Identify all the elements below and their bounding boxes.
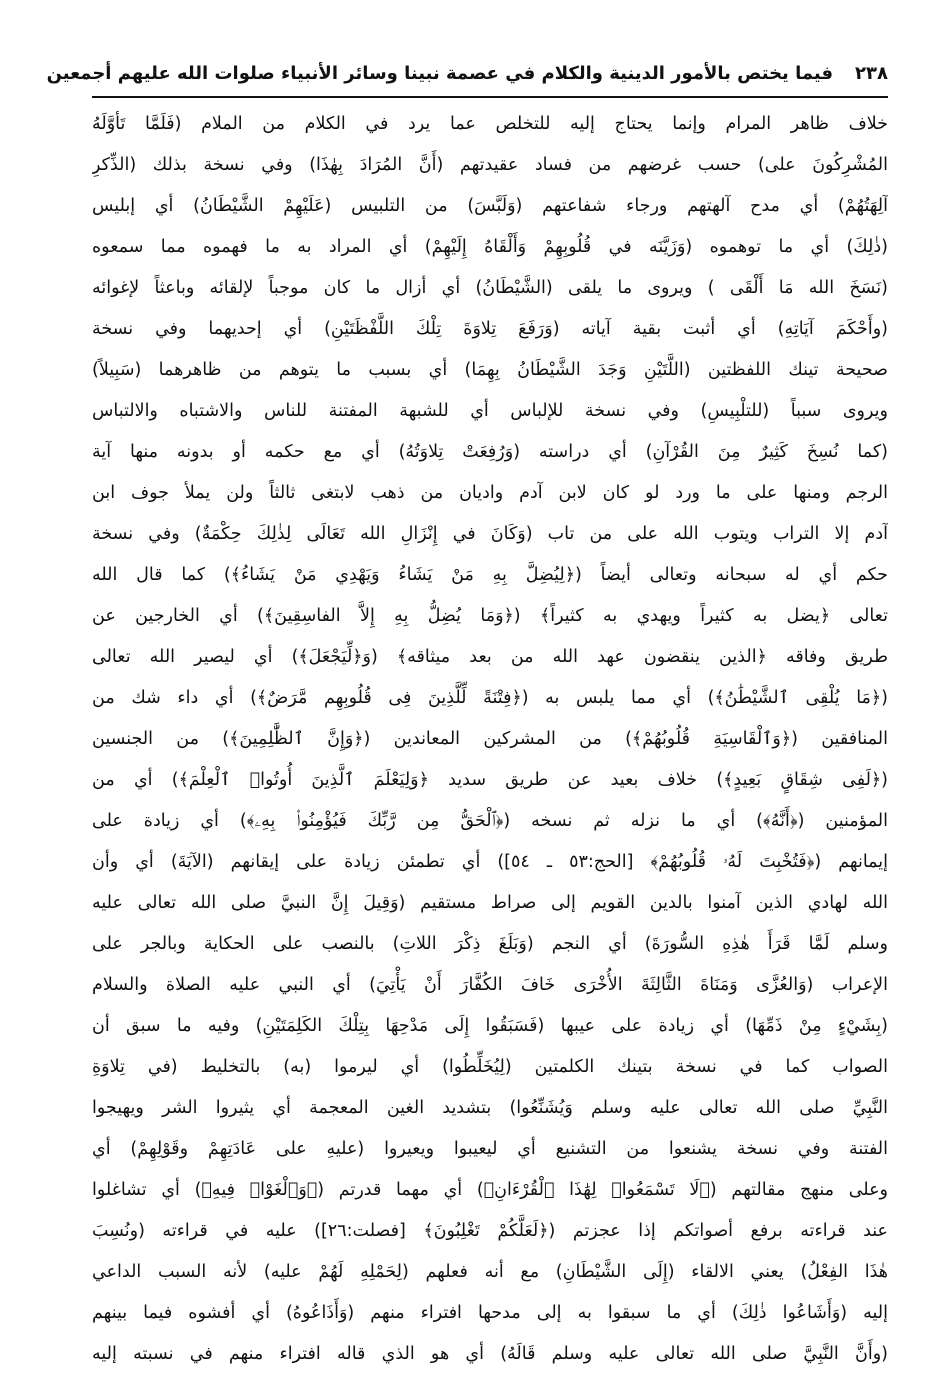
text-line: طريق وفاقه ﴿الذين ينقضون عهد الله من بعد ميثاقه﴾ (وَ﴿لِّيَجْعَلَ﴾) أي ليصير الله تعالى	[92, 647, 888, 667]
text-line: الصواب كما في نسخة بتينك الكلمتين (لِيُخَلِّطُوا) أي ليرموا (به) بالتخليط (في تِلاوَةِ	[92, 1057, 888, 1077]
text-line: ويروى سبباً (للتلْبِيسِ) وفي نسخة للإلباس أي للشبهة المفتنة للناس والاشتباه والالتباس	[92, 401, 888, 421]
text-line: وعلى منهج مقالتهم (﴿لَا تَسْمَعُوا۟ لِهَٰذَا ٱلْقُرْءَانِ﴾) أي مهما قدرتم (﴿وَٱلْغَوْا۟ فِيهِ﴾) أي تشاغلوا	[92, 1180, 888, 1200]
header-rule	[92, 96, 888, 98]
text-line: إليه (وَأَشَاعُوا ذٰلِكَ) أي ما سبقوا به إلى مدحها افتراء منهم (وَأَذَاعُوهُ) أي أفشوه فيما بينهم	[92, 1303, 888, 1323]
text-line: آدم إلا التراب ويتوب الله على من تاب (وَكَانَ في إِنْزَالِ الله تَعَالَى لِذٰلِكَ حِكْمَةٌ) وفي نسخة	[92, 524, 888, 544]
text-line: النَّبِيِّ صلى الله تعالى عليه وسلم وَيُشَنِّعُوا) بتشديد الغين المعجمة أي يثيروا الشر ويهيجوا	[92, 1098, 888, 1118]
text-line: الرجم ومنها على ما ورد لو كان لابن آدم واديان من ذهب لابتغى ثالثاً ولن يملأ جوف ابن	[92, 483, 888, 503]
text-line: عند قراءته برفع أصواتكم إذا عجزتم (﴿لَعَلَّكُمْ تَغْلِبُونَ﴾ [فصلت:٢٦]) عليه في قراءته (ونُسِبَ	[92, 1221, 888, 1241]
text-line: الفتنة وفي نسخة يشنعوا من التشنيع أي ليعيبوا ويعيروا (عليهِ على عَادَتِهِمْ وقَوْلِهِمْ) أي	[92, 1139, 888, 1159]
text-line: خلاف ظاهر المرام وإنما يحتاج إليه للتخلص عما يرد في الكلام من الملام (فَلَمَّا تَأوَّلَهُ	[92, 114, 888, 134]
text-line: المنافقين (﴿وَٱلْقَاسِيَةِ قُلُوبُهُمْ﴾) من المشركين المعاندين (﴿وَإِنَّ ٱلظَّٰلِمِينَ﴾) من الجنسين	[92, 729, 888, 749]
text-line: (كما نُسِخَ كَثِيرٌ مِنَ القُرْآنِ) أي دراسته (وَرُفِعَتْ تِلاوَتُهُ) أي مع حكمه أو بدونه منها آية	[92, 442, 888, 462]
page-number: ٢٣٨	[855, 62, 888, 84]
text-line: (﴿لَفِى شِقَاقٍ بَعِيدٍ﴾) خلاف بعيد عن طريق سديد ﴿وَلِيَعْلَمَ ٱلَّذِينَ أُوتُوا۟ ٱلْعِلْمَ﴾) أي من	[92, 770, 888, 790]
text-line: تعالى ﴿يضل به كثيراً ويهدي به كثيراً﴾ (﴿وَمَا يُضِلُّ بِهِ إِلاَّ الفاسِقِينَ﴾) أي الخارجين عن	[92, 606, 888, 626]
text-line: (وأَحْكَمَ آيَاتِهِ) أي أثبت بقية آياته (وَرَفَعَ تِلاوَةَ تِلْكَ اللَّفْظَتَيْنِ) أي إحديهما وفي نسخة	[92, 319, 888, 339]
text-line: (﴿مَا يُلْقِى ٱلشَّيْطَٰنُ﴾) أي مما يلبس به (﴿فِتْنَةً لِّلَّذِينَ فِى قُلُوبِهِم مَّرَضٌ﴾) أي داء شك من	[92, 688, 888, 708]
text-line: وسلم لَمَّا قَرَأَ هٰذِهِ السُّورَةَ) أي النجم (وَبَلَغَ ذِكْرَ اللاتِ) بالنصب على الحكاية وبالجر على	[92, 934, 888, 954]
text-line: الإعراب (وَالعُزَّى وَمَنَاةَ الثَّالِثَةَ الأُخْرَى خَافَ الكُفَّارَ أَنْ يَأْتِيَ) أي النبي عليه الصلاة والسلام	[92, 975, 888, 995]
running-title: فيما يختص بالأمور الدينية والكلام في عصمة نبينا وسائر الأنبياء صلوات الله عليهم أجمعين	[46, 62, 834, 84]
text-line: إيمانهم (﴿فَتُخْبِتَ لَهُۥ قُلُوبُهُمْ﴾ [الحج:٥٣ ـ ٥٤]) أي تطمئن زيادة على إيقانهم (الآيَةَ) أي وأن	[92, 852, 888, 872]
text-line: المؤمنين (﴿أَنَّهُ﴾) أي ما نزله ثم نسخه (﴿ٱلْحَقُّ مِن رَّبِّكَ فَيُؤْمِنُوا۟ بِهِۦ﴾) أي زيادة على	[92, 811, 888, 831]
text-line: آلِهَتُهُمْ) أي مدح آلهتهم ورجاء شفاعتهم (وَلَبَّسَ) من التلبيس (عَلَيْهِمْ الشَّيْطَانُ) أي إبليس	[92, 196, 888, 216]
text-line: المُشْرِكُونَ على) حسب غرضهم من فساد عقيدتهم (أَنَّ المُرَادَ بِهٰذَا) وفي نسخة بذلك (الذِّكرِ	[92, 155, 888, 175]
text-line: (ذٰلِكَ) أي ما توهموه (وَزَيَّنَه في قُلُوبِهِمْ وَأَلْقَاهُ إِلَيْهِمْ) أي المراد به ما فهموه مما سمعوه	[92, 237, 888, 257]
page-body	[92, 104, 888, 1375]
text-line: هٰذَا الفِعْلُ) يعني الالقاء (إِلَى الشَّيْطَانِ) مع أنه فعلهم (لِحَمْلِهِ لَهُمْ عليه) لأنه السبب الداعي	[92, 1262, 888, 1282]
text-line: حكم أي له سبحانه وتعالى أيضاً (﴿لِيُضِلَّ بِهِ مَنْ يَشَاءُ وَيَهْدِي مَنْ يَشَاءُ﴾) كما قال الله	[92, 565, 888, 585]
text-line: الله لهادي الذين آمنوا بالدين القويم إلى صراط مستقيم (وَقِيلَ إِنَّ النبيَّ صلى الله تعالى عليه	[92, 893, 888, 913]
text-line: (نَسَخَ الله مَا أَلْقَى ) ويروى ما يلقى (الشَّيْطَانُ) أي أزال ما كان موجباً لإلقائه وباعثاً لإغوائه	[92, 278, 888, 298]
text-line: (بِشَيْءٍ مِنْ ذَمِّهَا) أي زيادة على عيبها (فَسَبَقُوا إِلَى مَدْحِهَا بِتِلْكَ الكَلِمَتَيْنِ) وفيه ما سبق أن	[92, 1016, 888, 1036]
text-line: (وأَنَّ النَّبِيَّ صلى الله تعالى عليه وسلم قَالَهُ) أي هو الذي قاله افتراء منهم في نسبته إليه	[92, 1344, 888, 1364]
running-header	[46, 56, 888, 90]
text-line: صحيحة تينك اللفظتين (اللَّتَيْنِ وَجَدَ الشَّيْطَانُ بِهِمَا) أي بسبب ما يتوهم من ظاهرهما (سَبِيلاً)	[92, 360, 888, 380]
